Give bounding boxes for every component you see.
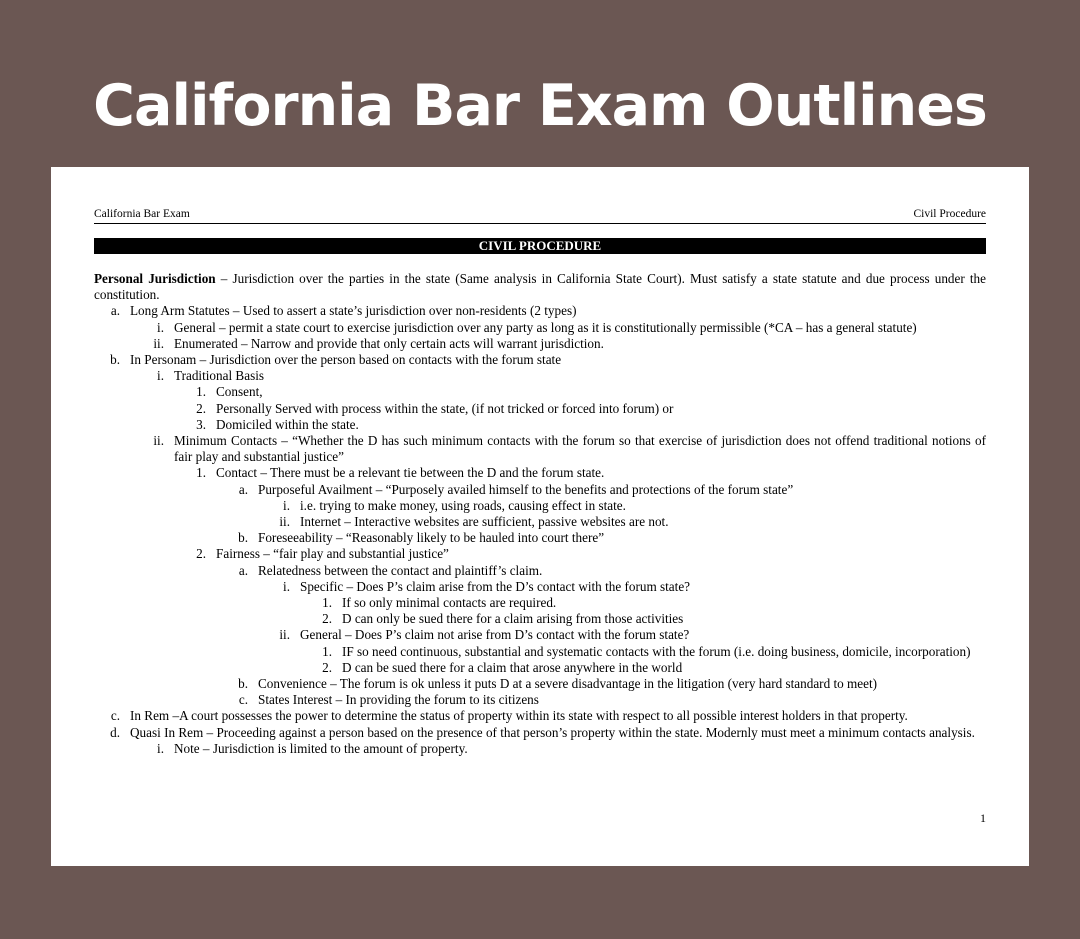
list-item: ii. Internet – Interactive websites are sufficient, passive websites are not. [279,514,669,530]
list-item: a. Purposeful Availment – “Purposely availed himself to the benefits and protections of the forum state” [238,481,794,497]
list-item: ii. Minimum Contacts – “Whether the D has such minimum contacts with the forum so that exercise of jurisdiction does not offend traditional notions of fair play and substantial justice” [153,433,986,465]
outline [94,271,986,757]
list-item: 1. If so only minimal contacts are required. [322,595,557,611]
document-page [51,167,1029,866]
list-item: 3. Domiciled within the state. [196,416,359,432]
intro-paragraph [94,271,986,303]
list-item: 2. Personally Served with process within the state, (if not tricked or forced into forum) or [196,400,674,416]
intro-text: – Jurisdiction over the parties in the state (Same analysis in California State Court). Must satisfy a state statute and due process under the constitution. [94,271,986,303]
list-item: i. General – permit a state court to exercise jurisdiction over any party as long as it is constitutionally permissible (*CA – has a general statute) [157,319,917,335]
page-number: 1 [980,811,986,825]
list-item: ii. General – Does P’s claim not arise from D’s contact with the forum state? [279,627,690,643]
banner-title: California Bar Exam Outlines [93,73,987,139]
list-item: 1. IF so need continuous, substantial and systematic contacts with the forum (i.e. doing business, domicile, incorporation) [322,643,971,659]
intro-term: Personal Jurisdiction [94,271,216,286]
section-title: CIVIL PROCEDURE [94,238,986,254]
header-right: Civil Procedure [913,208,986,220]
list-item: 2. D can only be sued there for a claim arising from those activities [322,611,684,627]
list-item: i. Traditional Basis [157,368,265,384]
list-item: d. Quasi In Rem – Proceeding against a person based on the presence of that person’s property within the state. Modernly must meet a minimum contacts analysis. [110,724,975,740]
list-item: b. Convenience – The forum is ok unless it puts D at a severe disadvantage in the litigation (very hard standard to meet) [238,676,878,692]
list-item: 2. Fairness – “fair play and substantial justice” [196,546,449,562]
header-left: California Bar Exam [94,208,190,220]
list-item: c. States Interest – In providing the forum to its citizens [238,692,539,708]
list-item: 2. D can be sued there for a claim that arose anywhere in the world [322,659,683,675]
list-item: i. Note – Jurisdiction is limited to the amount of property. [157,740,468,756]
list-item: i. i.e. trying to make money, using roads, causing effect in state. [283,497,626,513]
list-item: 1. Contact – There must be a relevant tie between the D and the forum state. [196,465,605,481]
list-item: a. Relatedness between the contact and plaintiff’s claim. [238,562,543,578]
running-header [94,207,986,224]
list-item: b. Foreseeability – “Reasonably likely to be hauled into court there” [238,530,605,546]
list-item: 1. Consent, [196,384,263,400]
list-item: a. Long Arm Statutes – Used to assert a state’s jurisdiction over non-residents (2 types) [110,303,577,319]
list-item: ii. Enumerated – Narrow and provide that only certain acts will warrant jurisdiction. [153,335,604,351]
list-item: c. In Rem –A court possesses the power to determine the status of property within its state with respect to all possible interest holders in that property. [110,708,908,724]
list-item: b. In Personam – Jurisdiction over the person based on contacts with the forum state [110,352,562,368]
list-item: i. Specific – Does P’s claim arise from the D’s contact with the forum state? [283,578,691,594]
